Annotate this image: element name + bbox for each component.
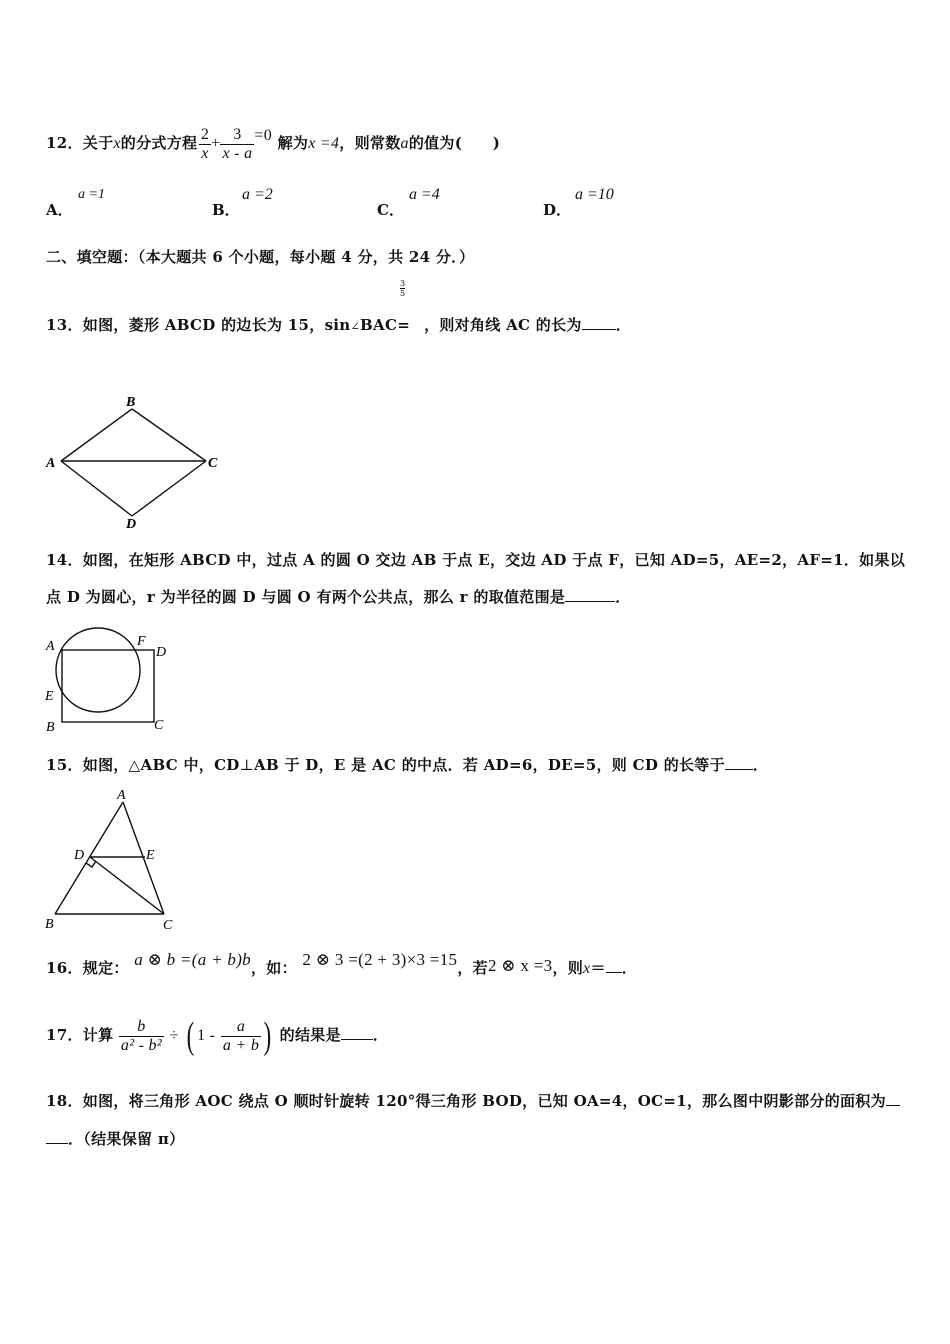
operation-example: 2 ⊗ 3 =(2 + 3)×3 =15 [302,950,458,969]
question-number: 15． [46,756,83,774]
operation-condition: 2 ⊗ x =3 [487,956,553,975]
answer-blank[interactable] [46,1129,68,1144]
label-b: B [46,720,55,735]
section-heading: 二、填空题：（本大题共 6 个小题，每小题 4 分，共 24 分．） [46,248,475,266]
left-paren: ( [186,1015,195,1057]
question-number: 12． [46,134,83,152]
question-number: 16． [46,959,83,977]
label-b: B [126,395,136,410]
question-12: 12．关于x的分式方程 $\frac{2}{x}$ + $\frac{3}{x - a}$ =0 解为x =4，则常数a的值为( ) [46,125,501,162]
answer-blank[interactable] [341,1025,373,1040]
label-d: D [74,848,85,863]
answer-blank[interactable] [565,587,615,602]
option-c-expr: a =4 [409,186,440,203]
label-b: B [45,917,54,932]
question-number: 13． [46,316,83,334]
label-f: F [137,634,146,649]
option-a[interactable]: A． [46,201,73,219]
answer-blank[interactable] [886,1091,900,1106]
sin-fraction: 3 5 [400,279,406,298]
label-e: E [45,689,54,704]
option-c[interactable]: C． [377,201,404,219]
option-a-expr: a =1 [78,187,105,202]
rhombus-figure [40,392,230,532]
question-number: 18． [46,1092,83,1110]
answer-blank[interactable] [606,958,622,973]
question-15: 15．如图，△ABC 中，CD⊥AB 于 D，E 是 AC 的中点．若 AD=6，DE=5，则 CD 的长等于 ． [46,756,769,774]
rhombus-lines [61,409,206,516]
option-b[interactable]: B． [212,201,240,219]
question-18-line1: 18．如图，将三角形 AOC 绕点 O 顺时针旋转 120°得三角形 BOD，已知 OA=4，OC=1，那么图中阴影部分的面积为 [46,1090,900,1111]
label-c: C [154,718,164,733]
fraction: $\frac{a}{a + b}$ [222,1017,260,1054]
option-d-expr: a =10 [575,186,614,203]
circle-o [56,628,140,712]
operation-definition: a ⊗ b =(a + b)b [134,950,251,969]
label-a: A [46,639,55,654]
triangle-figure [40,785,190,935]
fraction: $\frac{3}{x - a}$ [222,125,253,162]
right-angle-mark [86,861,96,867]
question-16: 16．规定： a ⊗ b =(a + b)b，如： 2 ⊗ 3 =(2 + 3)×3 =15，若2 ⊗ x =3，则x＝ ． [46,950,638,977]
label-e: E [146,848,155,863]
answer-blank[interactable] [725,755,753,770]
question-18-line2: ．（结果保留 π） [46,1128,184,1149]
option-b-expr: a =2 [242,186,273,203]
question-13: 13．如图，菱形 ABCD 的边长为 15，sin∠BAC= ，则对角线 AC 的长为 ． [46,316,632,334]
right-paren: ) [263,1015,272,1057]
rectangle-circle-figure [40,620,190,738]
option-d[interactable]: D． [543,201,572,219]
question-17: 17．计算 $\frac{b}{\text{a² - b²}}$ ÷ ( 1 - $\frac{a}{a + b}$ ) 的结果是 ． [46,1015,389,1057]
label-c: C [163,918,173,933]
fraction: $\frac{b}{\text{a² - b²}}$ [120,1017,162,1054]
label-d: D [126,517,137,532]
label-a: A [117,788,126,803]
answer-blank[interactable] [582,315,616,330]
label-d: D [156,645,167,660]
question-number: 17． [46,1026,83,1044]
question-14-line2: 点 D 为圆心，r 为半径的圆 D 与圆 O 有两个公共点，那么 r 的取值范围是 ． [46,588,631,606]
label-c: C [208,456,218,471]
fraction: $\frac{2}{x}$ [200,125,210,162]
question-number: 14． [46,551,83,569]
label-a: A [46,456,56,471]
question-14-line1: 14．如图，在矩形 ABCD 中，过点 A 的圆 O 交边 AB 于点 E，交边 AD 于点 F，已知 AD=5，AE=2，AF=1．如果以 [46,551,906,569]
